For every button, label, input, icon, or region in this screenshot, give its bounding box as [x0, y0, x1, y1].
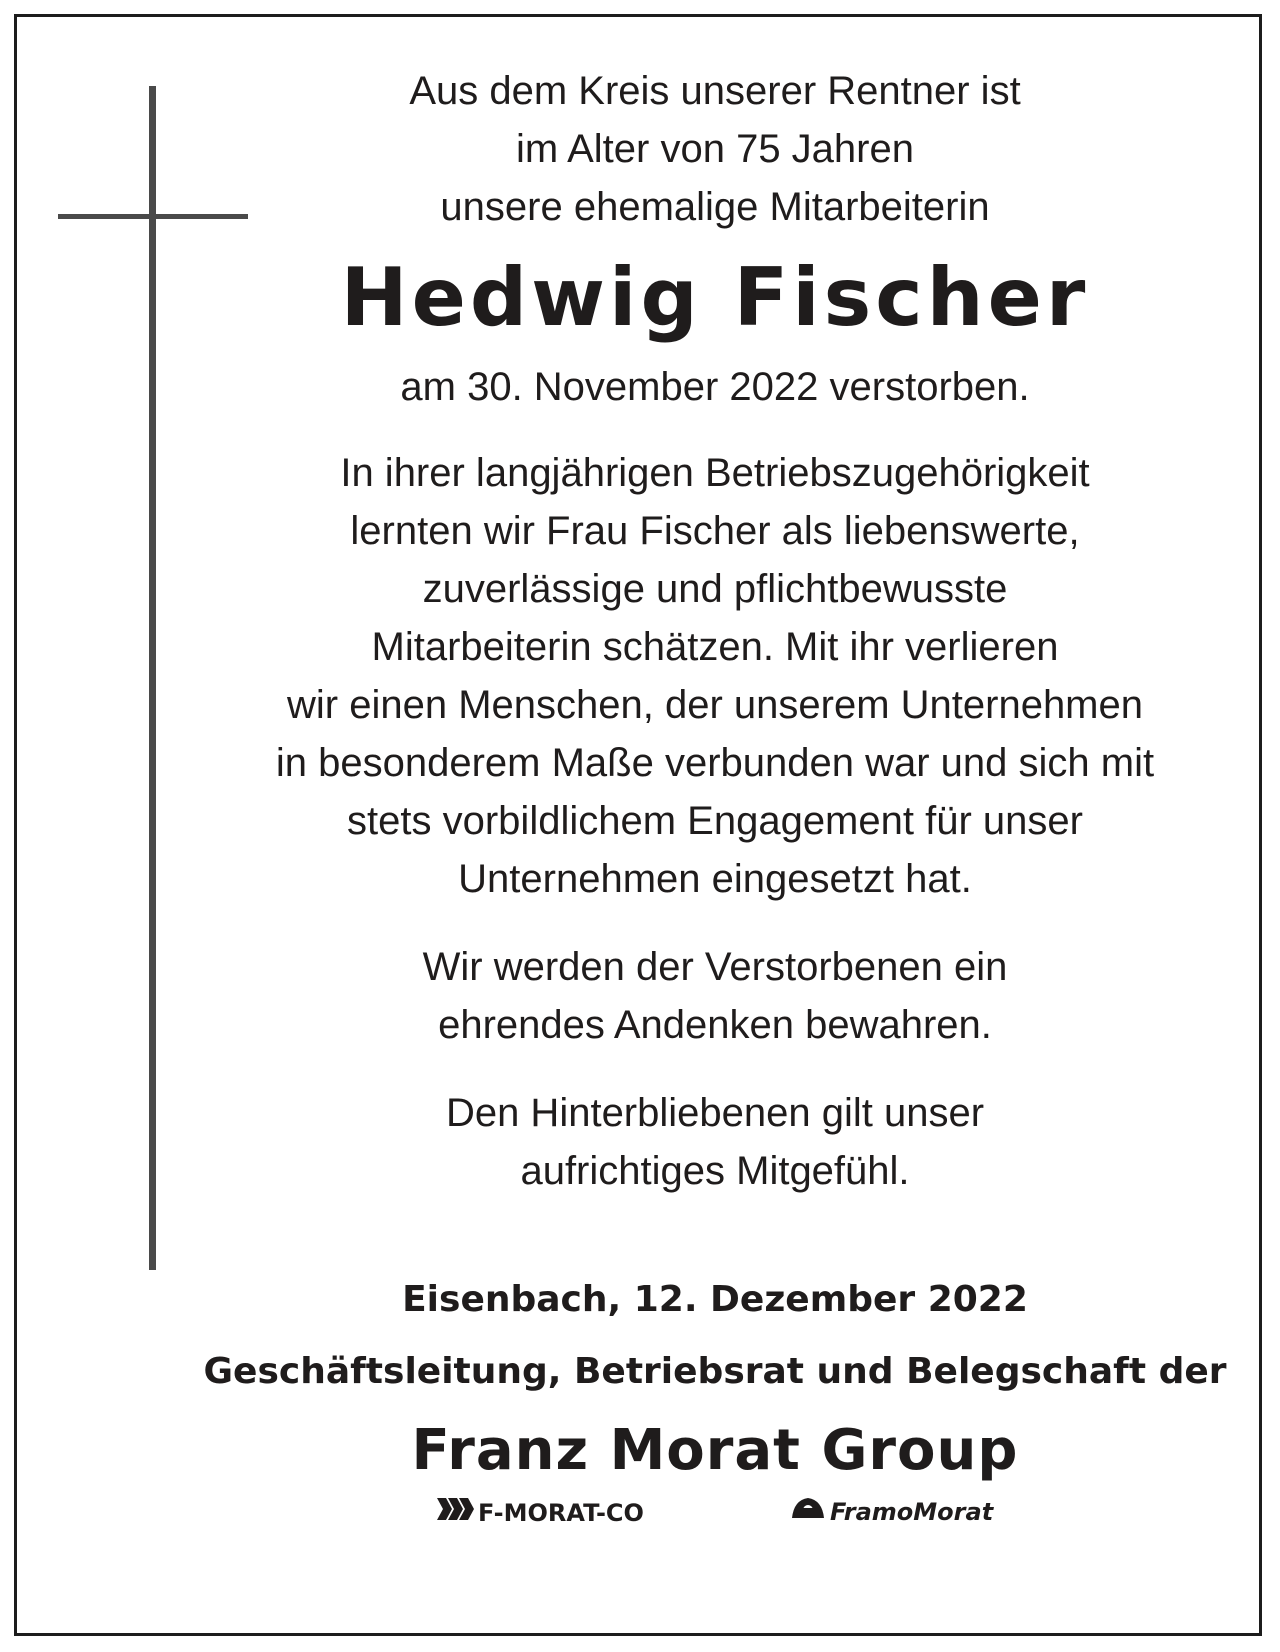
intro-line: im Alter von 75 Jahren — [516, 127, 914, 171]
tribute-line: in besonderem Maße verbunden war und sich mit — [275, 741, 1155, 785]
framo-morat-logo — [790, 1494, 993, 1530]
remembrance-line: Wir werden der Verstorbenen ein — [422, 945, 1008, 989]
logo-left-text: F-MORAT-CO — [478, 1499, 644, 1527]
place-date: Eisenbach, 12. Dezember 2022 — [402, 1279, 1028, 1320]
condolence-line: aufrichtiges Mitgefühl. — [520, 1149, 910, 1193]
spiral-logo-icon — [434, 1494, 474, 1532]
company-logos — [190, 1494, 1240, 1534]
tribute-line: In ihrer langjährigen Betriebszugehörigkeit — [340, 451, 1090, 495]
tribute-line: lernten wir Frau Fischer als liebenswerte, — [350, 509, 1080, 553]
condolence-line: Den Hinterbliebenen gilt unser — [445, 1091, 985, 1135]
signatories: Geschäftsleitung, Betriebsrat und Belegschaft der — [203, 1351, 1227, 1392]
remembrance-line: ehrendes Andenken bewahren. — [438, 1003, 992, 1047]
death-date: am 30. November 2022 verstorben. — [400, 365, 1030, 409]
deceased-name: Hedwig Fischer — [340, 251, 1090, 344]
tribute-line: Mitarbeiterin schätzen. Mit ihr verlieren — [371, 625, 1059, 669]
f-morat-co-logo — [434, 1494, 644, 1532]
cross-icon — [149, 86, 156, 1270]
tribute-line: wir einen Menschen, der unserem Unternehmen — [287, 683, 1143, 727]
tribute-line: stets vorbildlichem Engagement für unser — [347, 799, 1083, 843]
obituary-content — [190, 62, 1240, 1534]
intro-line: unsere ehemalige Mitarbeiterin — [440, 185, 990, 229]
tribute-line: zuverlässige und pflichtbewusste — [422, 567, 1008, 611]
intro-line: Aus dem Kreis unserer Rentner ist — [409, 69, 1021, 113]
tribute-line: Unternehmen eingesetzt hat. — [458, 857, 972, 901]
logo-right-text: FramoMorat — [830, 1498, 994, 1526]
company-name: Franz Morat Group — [411, 1418, 1019, 1483]
gear-logo-icon — [790, 1494, 826, 1530]
